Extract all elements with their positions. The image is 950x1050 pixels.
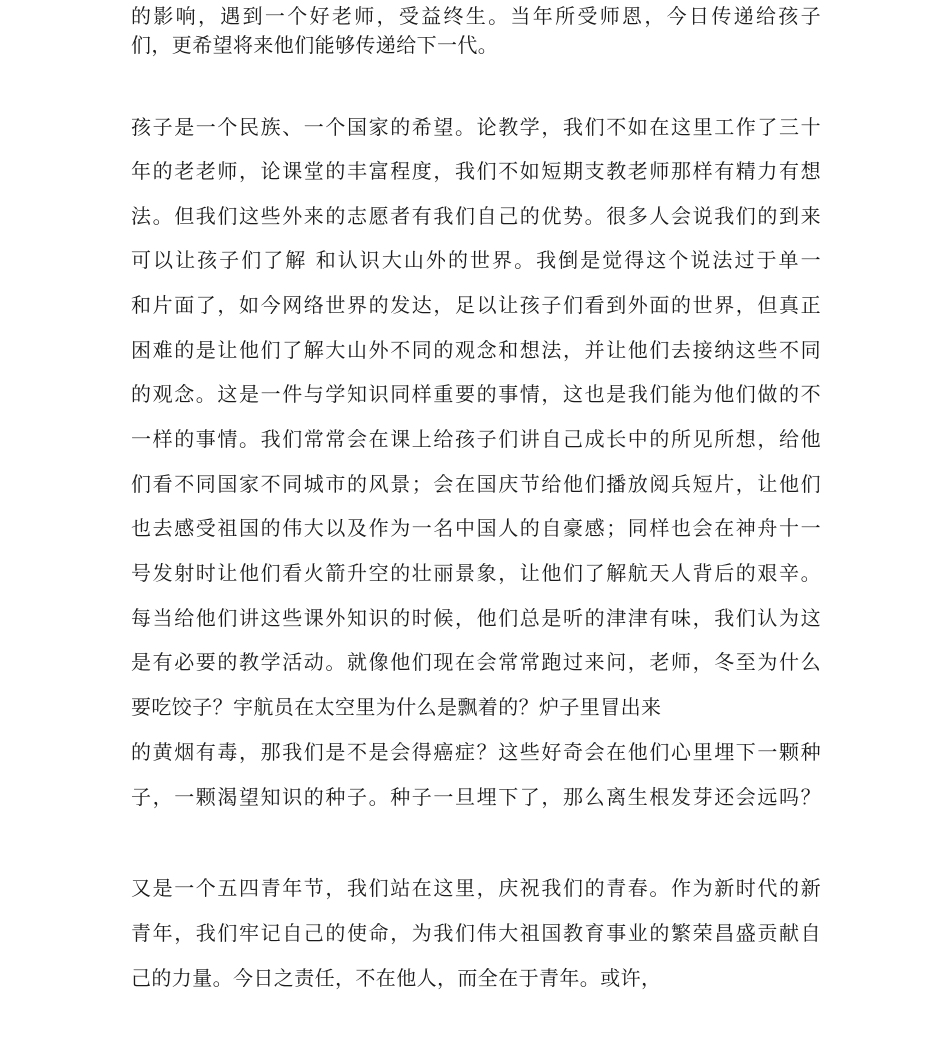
paragraph-1-line-2: 们，更希望将来他们能够传递给下一代。	[131, 33, 499, 57]
paragraph-2-line-1: 孩子是一个民族、一个国家的希望。论教学，我们不如在这里工作了三十	[131, 115, 821, 139]
paragraph-2-line-3: 法。但我们这些外来的志愿者有我们自己的优势。很多人会说我们的到来	[131, 204, 821, 228]
paragraph-2-line-9: 们看不同国家不同城市的风景；会在国庆节给他们播放阅兵短片，让他们	[131, 472, 821, 496]
paragraph-2-line-14: 要吃饺子？宇航员在太空里为什么是飘着的？炉子里冒出来	[131, 695, 662, 719]
paragraph-2-line-13: 是有必要的教学活动。就像他们现在会常常跑过来问，老师，冬至为什么	[131, 650, 821, 674]
paragraph-3-line-2: 青年，我们牢记自己的使命，为我们伟大祖国教育事业的繁荣昌盛贡献自	[131, 921, 821, 945]
paragraph-3-line-1: 又是一个五四青年节，我们站在这里，庆祝我们的青春。作为新时代的新	[131, 876, 821, 900]
paragraph-2-line-16: 子，一颗渴望知识的种子。种子一旦埋下了，那么离生根发芽还会远吗？	[131, 785, 821, 809]
paragraph-2-line-5: 和片面了，如今网络世界的发达，足以让孩子们看到外面的世界，但真正	[131, 293, 821, 317]
paragraph-1-line-1: 的影响，遇到一个好老师，受益终生。当年所受师恩，今日传递给孩子	[131, 4, 821, 28]
paragraph-2-line-6: 困难的是让他们了解大山外不同的观念和想法，并让他们去接纳这些不同	[131, 338, 821, 362]
paragraph-3-line-3: 己的力量。今日之责任，不在他人，而全在于青年。或许，	[131, 966, 662, 990]
paragraph-2-line-7: 的观念。这是一件与学知识同样重要的事情，这也是我们能为他们做的不	[131, 382, 821, 406]
paragraph-2-line-10: 也去感受祖国的伟大以及作为一名中国人的自豪感；同样也会在神舟十一	[131, 516, 821, 540]
paragraph-2-line-4: 可以让孩子们了解 和认识大山外的世界。我倒是觉得这个说法过于单一	[131, 248, 821, 272]
paragraph-2-line-2: 年的老老师，论课堂的丰富程度，我们不如短期支教老师那样有精力有想	[131, 159, 821, 183]
paragraph-2-line-11: 号发射时让他们看火箭升空的壮丽景象，让他们了解航天人背后的艰辛。	[131, 561, 821, 585]
paragraph-2-line-12: 每当给他们讲这些课外知识的时候，他们总是听的津津有味，我们认为这	[131, 606, 821, 630]
paragraph-2-line-15: 的黄烟有毒，那我们是不是会得癌症？这些好奇会在他们心里埋下一颗种	[131, 740, 821, 764]
paragraph-2-line-8: 一样的事情。我们常常会在课上给孩子们讲自己成长中的所见所想，给他	[131, 427, 821, 451]
